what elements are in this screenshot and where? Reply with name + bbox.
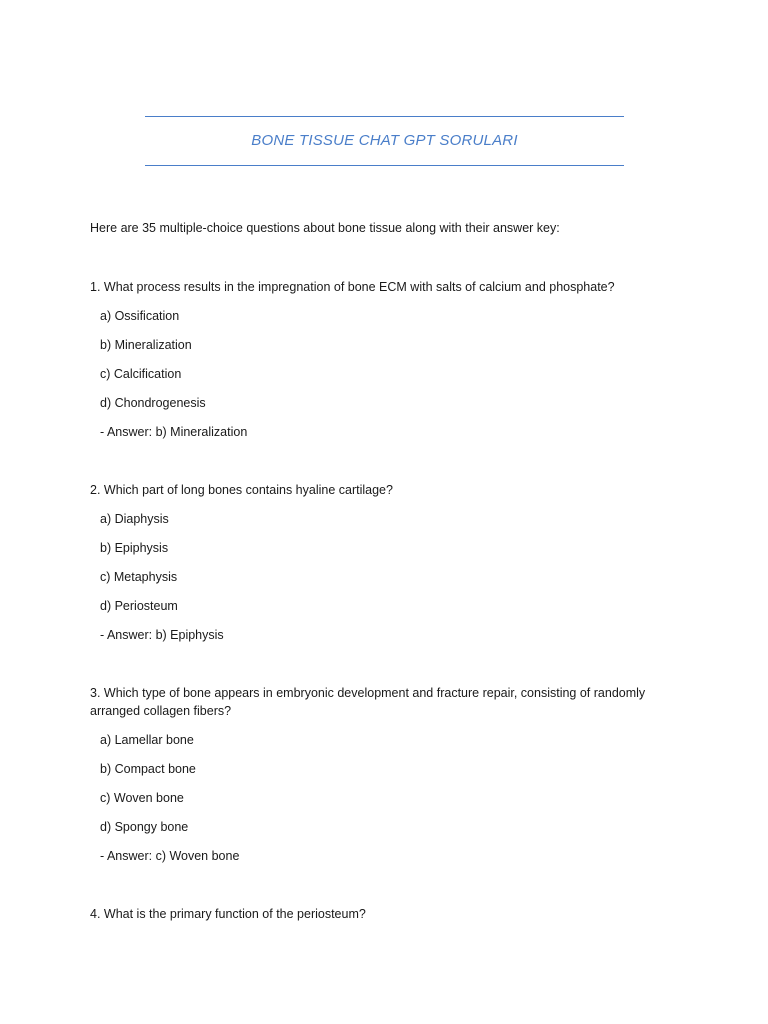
option-a: a) Lamellar bone (100, 733, 194, 747)
option-d: d) Chondrogenesis (100, 396, 206, 410)
option-c: c) Metaphysis (100, 570, 178, 584)
title-block (145, 116, 624, 166)
answer-line: - Answer: b) Mineralization (100, 425, 248, 439)
answer-line: - Answer: b) Epiphysis (100, 628, 224, 642)
option-a: a) Ossification (100, 309, 180, 323)
option-b: b) Compact bone (100, 762, 196, 776)
option-c: c) Woven bone (100, 791, 184, 805)
option-b: b) Mineralization (100, 338, 192, 352)
option-d: d) Spongy bone (100, 820, 189, 834)
intro-paragraph: Here are 35 multiple-choice questions about bone tissue along with their answer key: (90, 221, 560, 235)
question-4 (90, 905, 680, 923)
question-3 (90, 684, 680, 865)
question-1 (90, 278, 680, 441)
question-text: 1. What process results in the impregnation of bone ECM with salts of calcium and phosphate? (90, 280, 615, 294)
question-2 (90, 481, 680, 644)
question-text: 2. Which part of long bones contains hyaline cartilage? (90, 483, 393, 497)
option-b: b) Epiphysis (100, 541, 169, 555)
document-title: BONE TISSUE CHAT GPT SORULARI (251, 132, 518, 149)
option-d: d) Periosteum (100, 599, 178, 613)
option-a: a) Diaphysis (100, 512, 169, 526)
question-text: 4. What is the primary function of the periosteum? (90, 907, 366, 921)
answer-line: - Answer: c) Woven bone (100, 849, 240, 863)
option-c: c) Calcification (100, 367, 182, 381)
document-body (90, 219, 680, 963)
question-text: 3. Which type of bone appears in embryonic development and fracture repair, consisting of randomly arranged collagen fibers? (90, 686, 646, 718)
